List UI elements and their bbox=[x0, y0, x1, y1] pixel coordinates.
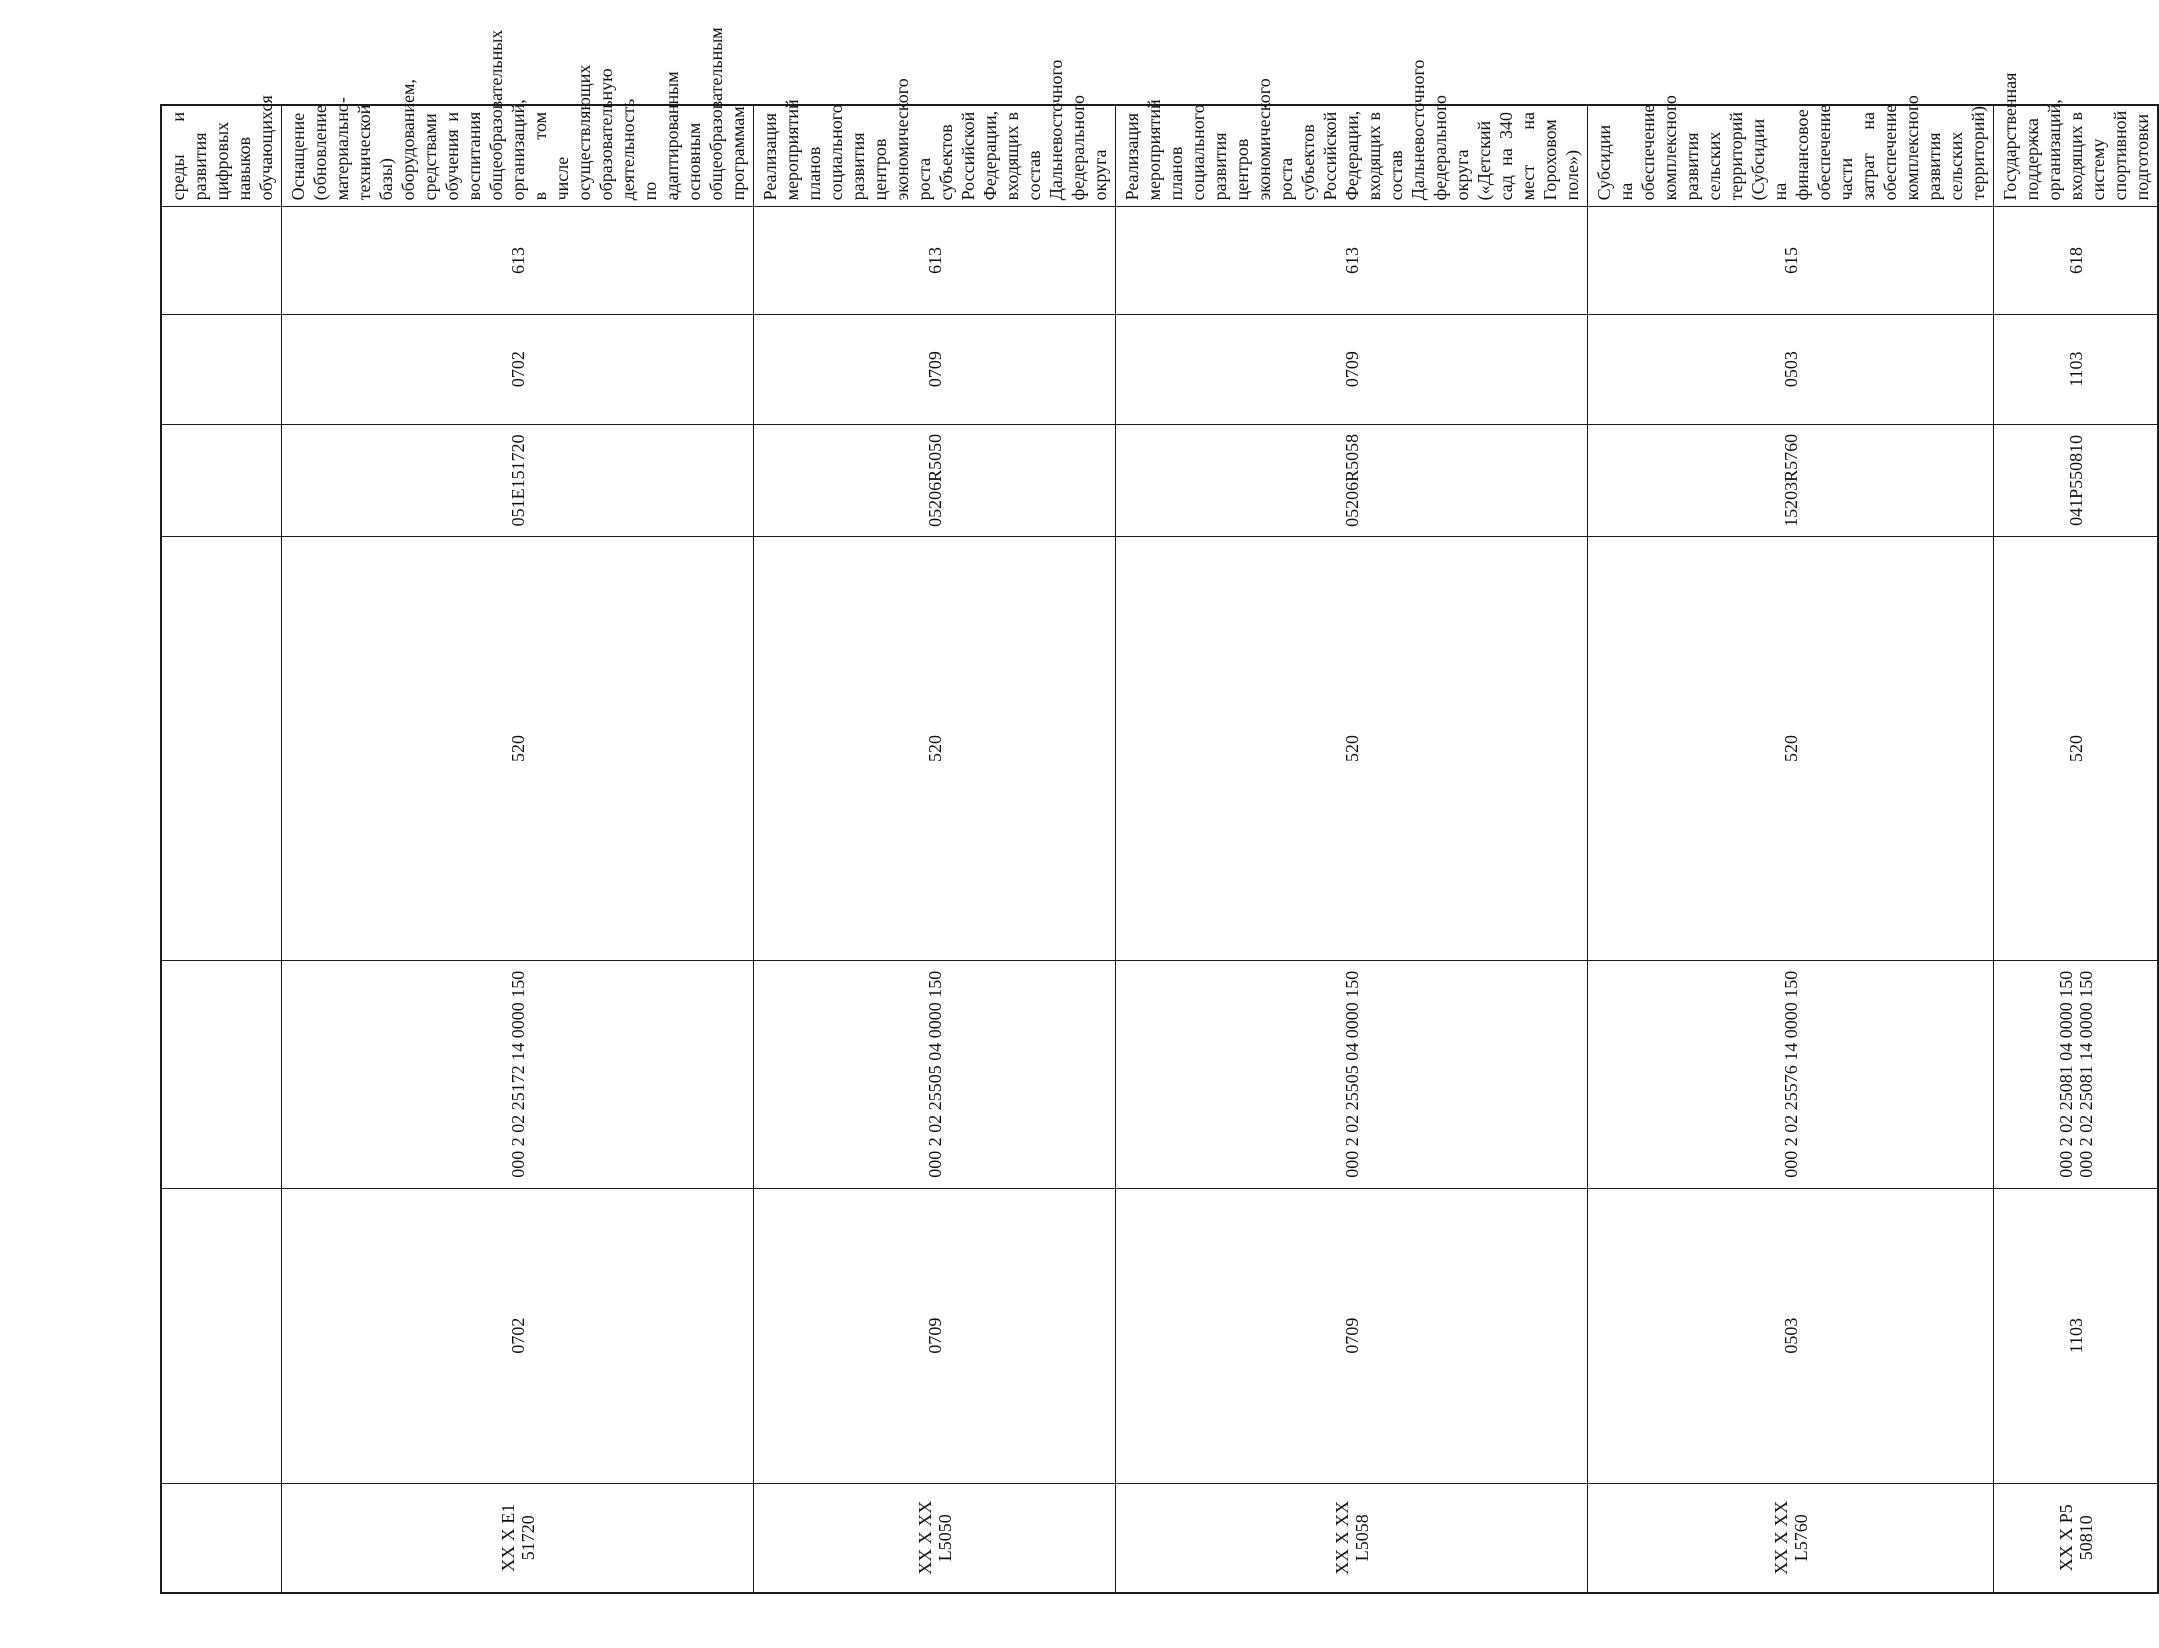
table-row bbox=[1588, 105, 1994, 1593]
reg-code-cell: XX X XX L5050 bbox=[754, 1483, 1116, 1593]
table-row bbox=[282, 105, 754, 1593]
section-code-cell: 0503 bbox=[1588, 314, 1994, 424]
reg-code-cell bbox=[161, 1483, 282, 1593]
income-code-cell bbox=[1116, 960, 1588, 1188]
description-cell: Реализация мероприятий планов социального развития центров экономического роста субъектов Российской Федерации, входящих в состав Дальневосточного федерального округа bbox=[754, 105, 1116, 207]
description-cell: среды и развития цифровых навыков обучающихся bbox=[161, 105, 282, 207]
reg-code-cell: XX X E1 51720 bbox=[282, 1483, 754, 1593]
table-row bbox=[754, 105, 1116, 1593]
budget-classification-table bbox=[160, 27, 2159, 1594]
section-code-cell: 1103 bbox=[1994, 314, 2159, 424]
expense-type-cell: 520 bbox=[754, 537, 1116, 961]
target-article-cell bbox=[161, 424, 282, 537]
admin-code-cell: 618 bbox=[1994, 207, 2159, 314]
section-code-cell: 0702 bbox=[282, 314, 754, 424]
table-row bbox=[1116, 105, 1588, 1593]
admin-code-cell: 613 bbox=[754, 207, 1116, 314]
income-code: 000 2 02 25505 04 0000 150 bbox=[924, 970, 945, 1178]
target-article-cell: 051E151720 bbox=[282, 424, 754, 537]
expense-type-cell: 520 bbox=[1116, 537, 1588, 961]
section-code-cell: 1103 bbox=[1994, 1188, 2159, 1483]
description-cell: Оснащение (обновление материально-технической базы) оборудованием, средствами обучения и воспитания общеобразовательных организаций, в том числе осуществляющих образовательную деятельность по адаптированным основным общеобразовательным программам bbox=[282, 105, 754, 207]
description-cell: Реализация мероприятий планов социального развития центров экономического роста субъектов Российской Федерации, входящих в состав Дальневосточного федерального округа («Детский сад на 340 мест на Гороховом поле») bbox=[1116, 105, 1588, 207]
target-article-cell: 05206R5050 bbox=[754, 424, 1116, 537]
section-code-cell: 0709 bbox=[754, 1188, 1116, 1483]
admin-code-cell: 613 bbox=[282, 207, 754, 314]
expense-type-cell: 520 bbox=[1994, 537, 2159, 961]
income-code-cell bbox=[754, 960, 1116, 1188]
income-code: 000 2 02 25576 14 0000 150 bbox=[1780, 970, 1801, 1178]
income-code: 000 2 02 25081 04 0000 150 bbox=[2055, 970, 2076, 1178]
section-code-cell: 0709 bbox=[1116, 1188, 1588, 1483]
admin-code-cell: 615 bbox=[1588, 207, 1994, 314]
expense-type-cell: 520 bbox=[1588, 537, 1994, 961]
target-article-cell: 05206R5058 bbox=[1116, 424, 1588, 537]
section-code-cell bbox=[161, 1188, 282, 1483]
expense-type-cell: 520 bbox=[282, 537, 754, 961]
section-code-cell: 0503 bbox=[1588, 1188, 1994, 1483]
income-code-cell bbox=[1994, 960, 2159, 1188]
table-row bbox=[1994, 105, 2159, 1593]
table-row bbox=[161, 105, 282, 1593]
rotated-table-frame bbox=[160, 27, 2152, 1594]
section-code-cell: 0702 bbox=[282, 1188, 754, 1483]
section-code-cell: 0709 bbox=[754, 314, 1116, 424]
description-cell: Субсидии на обеспечение комплексного развития сельских территорий (Субсидии на финансовое обеспечение части затрат на обеспечение комплексного развития сельских территорий) bbox=[1588, 105, 1994, 207]
target-article-cell: 041P550810 bbox=[1994, 424, 2159, 537]
income-code-cell bbox=[161, 960, 282, 1188]
description-cell: Государственная поддержка организаций, входящих в систему спортивной подготовки bbox=[1994, 105, 2159, 207]
reg-code-cell: XX X XX L5760 bbox=[1588, 1483, 1994, 1593]
admin-code-cell: 613 bbox=[1116, 207, 1588, 314]
income-code-cell bbox=[1588, 960, 1994, 1188]
income-code: 000 2 02 25505 04 0000 150 bbox=[1341, 970, 1362, 1178]
section-code-cell: 0709 bbox=[1116, 314, 1588, 424]
expense-type-cell bbox=[161, 537, 282, 961]
income-code: 000 2 02 25172 14 0000 150 bbox=[507, 970, 528, 1178]
admin-code-cell bbox=[161, 207, 282, 314]
section-code-cell bbox=[161, 314, 282, 424]
income-code-cell bbox=[282, 960, 754, 1188]
reg-code-cell: XX X P5 50810 bbox=[1994, 1483, 2159, 1593]
reg-code-cell: XX X XX L5058 bbox=[1116, 1483, 1588, 1593]
income-code: 000 2 02 25081 14 0000 150 bbox=[2075, 970, 2096, 1178]
target-article-cell: 15203R5760 bbox=[1588, 424, 1994, 537]
